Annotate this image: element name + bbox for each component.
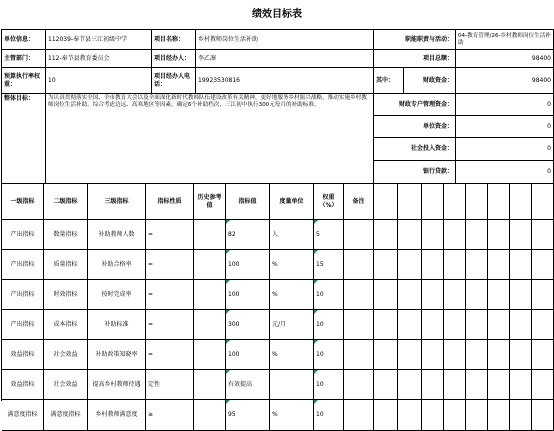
extra-cell (444, 250, 466, 280)
indicator-note-cell (344, 220, 374, 250)
bank-loan-label: 银行贷款： (374, 161, 456, 184)
indicator-header-value: 指标值 (226, 184, 270, 220)
total-label: 项目总额： (374, 50, 456, 68)
cell-comment-marker (226, 310, 230, 314)
indicator-unit-cell (270, 370, 314, 400)
indicator-unit-cell: % (270, 250, 314, 280)
indicator-value-cell: 有效提高 (226, 370, 270, 400)
performance-goal-table (1, 29, 554, 419)
indicator-level2-cell: 成本指标 (44, 310, 88, 340)
manager-value: 李乙凛 (196, 50, 374, 68)
indicator-nature-cell: = (146, 310, 194, 340)
cell-comment-marker (226, 250, 230, 254)
extra-cell (488, 400, 510, 431)
dept-label: 主管部门： (2, 50, 46, 68)
social-fund-value: 0 (456, 138, 554, 161)
extra-cell (374, 310, 398, 340)
cell-comment-marker (314, 400, 318, 404)
special-account-value: 0 (456, 94, 554, 116)
extra-header-cell (422, 184, 444, 220)
extra-cell (374, 400, 398, 431)
page-title: 绩效目标表 (252, 9, 302, 20)
indicator-level2-cell: 社会效益 (44, 340, 88, 370)
extra-cell (398, 250, 422, 280)
unit-info-label: 单位信息： (2, 30, 46, 50)
extra-cell (444, 370, 466, 400)
indicator-level3-cell: 补助教师人数 (88, 220, 146, 250)
extra-cell (422, 400, 444, 431)
social-fund-label: 社会投入资金： (374, 138, 456, 161)
extra-cell (532, 400, 554, 431)
cell-comment-marker (314, 370, 318, 374)
indicator-history-cell (194, 250, 226, 280)
indicator-unit-cell: 人 (270, 220, 314, 250)
cell-comment-marker (226, 280, 230, 284)
indicator-history-cell (194, 370, 226, 400)
extra-cell (532, 250, 554, 280)
extra-cell (488, 280, 510, 310)
indicator-level2-cell: 质量指标 (44, 250, 88, 280)
extra-cell (398, 280, 422, 310)
extra-cell (466, 400, 488, 431)
indicator-weight-cell: 10 (314, 310, 344, 340)
indicator-header-note: 备注 (344, 184, 374, 220)
indicator-header-level1: 一级指标 (2, 184, 44, 220)
extra-cell (422, 250, 444, 280)
indicator-note-cell (344, 340, 374, 370)
indicator-unit-cell: % (270, 340, 314, 370)
extra-cell (466, 220, 488, 250)
extra-cell (466, 280, 488, 310)
indicator-level1-cell: 产出指标 (2, 310, 44, 340)
indicator-level1-cell: 产出指标 (2, 280, 44, 310)
indicator-nature-cell: 定性 (146, 370, 194, 400)
cell-comment-marker (314, 280, 318, 284)
indicator-history-cell (194, 400, 226, 431)
cell-comment-marker (226, 400, 230, 404)
indicator-header-unit: 度量单位 (270, 184, 314, 220)
extra-cell (422, 280, 444, 310)
extra-cell (374, 250, 398, 280)
indicator-note-cell (344, 370, 374, 400)
extra-cell (532, 370, 554, 400)
indicator-nature-cell: = (146, 280, 194, 310)
indicator-unit-cell: % (270, 280, 314, 310)
duty-value: 04-教育管理/26-乡村教师岗位生活补助 (456, 30, 554, 50)
indicator-history-cell (194, 220, 226, 250)
indicator-level1-cell: 产出指标 (2, 250, 44, 280)
extra-cell (466, 250, 488, 280)
indicator-unit-cell: 元/月 (270, 310, 314, 340)
indicator-weight-cell: 5 (314, 220, 344, 250)
extra-cell (488, 250, 510, 280)
special-account-label: 财政专户管理资金： (374, 94, 456, 116)
indicator-header-level3: 三级指标 (88, 184, 146, 220)
extra-cell (398, 220, 422, 250)
indicator-level3-cell: 乡村教师满意度 (88, 400, 146, 431)
indicator-weight-cell: 10 (314, 340, 344, 370)
indicator-value-cell: 95 (226, 400, 270, 431)
bank-loan-value: 0 (456, 161, 554, 184)
indicator-weight-cell: 15 (314, 250, 344, 280)
extra-header-cell (532, 184, 554, 220)
indicator-weight-cell: 10 (314, 280, 344, 310)
extra-cell (422, 370, 444, 400)
fiscal-value: 98400 (456, 68, 554, 94)
indicator-note-cell (344, 310, 374, 340)
indicator-level2-cell: 社会效益 (44, 370, 88, 400)
extra-cell (374, 280, 398, 310)
extra-cell (444, 340, 466, 370)
extra-cell (466, 340, 488, 370)
indicator-unit-cell: % (270, 400, 314, 431)
phone-value: 19923530816 (196, 68, 374, 94)
extra-cell (444, 280, 466, 310)
extra-header-cell (466, 184, 488, 220)
cell-comment-marker (226, 370, 230, 374)
cell-comment-marker (314, 310, 318, 314)
extra-cell (510, 220, 532, 250)
extra-cell (374, 370, 398, 400)
extra-cell (444, 400, 466, 431)
cell-comment-marker (314, 220, 318, 224)
indicator-level3-cell: 补助政策知晓率 (88, 340, 146, 370)
goal-label: 整体目标： (2, 94, 46, 184)
extra-cell (510, 310, 532, 340)
indicator-value-cell: 100 (226, 250, 270, 280)
extra-cell (422, 220, 444, 250)
indicator-header-level2: 二级指标 (44, 184, 88, 220)
total-value: 98400 (456, 50, 554, 68)
extra-cell (488, 220, 510, 250)
extra-header-cell (398, 184, 422, 220)
duty-label: 职能职责与活动： (374, 30, 456, 50)
indicator-level1-cell: 效益指标 (2, 340, 44, 370)
extra-cell (398, 340, 422, 370)
indicator-level1-cell: 满意度指标 (2, 400, 44, 431)
extra-cell (398, 370, 422, 400)
among-label: 其中： (374, 68, 404, 94)
extra-cell (510, 280, 532, 310)
indicator-nature-cell: ≥ (146, 400, 194, 431)
extra-cell (422, 310, 444, 340)
indicator-level2-cell: 满意度指标 (44, 400, 88, 431)
period-value: 10 (46, 68, 152, 94)
extra-cell (374, 220, 398, 250)
extra-cell (374, 340, 398, 370)
indicator-note-cell (344, 250, 374, 280)
cell-comment-marker (226, 340, 230, 344)
indicator-weight-cell: 10 (314, 370, 344, 400)
cell-comment-marker (226, 220, 230, 224)
extra-cell (444, 220, 466, 250)
dept-value: 112-奉节县教育委员会 (46, 50, 152, 68)
indicator-history-cell (194, 310, 226, 340)
extra-header-cell (488, 184, 510, 220)
indicator-nature-cell: = (146, 220, 194, 250)
indicator-level2-cell: 时效指标 (44, 280, 88, 310)
indicator-note-cell (344, 400, 374, 431)
extra-cell (488, 340, 510, 370)
indicator-header-history: 历史参考值 (194, 184, 226, 220)
extra-cell (444, 310, 466, 340)
cell-comment-marker (314, 340, 318, 344)
indicator-history-cell (194, 280, 226, 310)
extra-cell (510, 340, 532, 370)
indicator-nature-cell: = (146, 340, 194, 370)
extra-cell (532, 310, 554, 340)
extra-cell (510, 250, 532, 280)
extra-cell (466, 310, 488, 340)
indicator-level3-cell: 补助标准 (88, 310, 146, 340)
indicator-value-cell: 100 (226, 280, 270, 310)
indicator-level3-cell: 按时完成率 (88, 280, 146, 310)
extra-header-cell (374, 184, 398, 220)
extra-cell (510, 370, 532, 400)
goal-text: 为认真贯彻落实全国、全市教育大会以及全面深化新时代教师队伍建设改革有关精神，更好地服务乡村振兴战略，推动实施乡村教师岗位生活补助，综合考虑边远、高寒地区等因素，确定6个补助档次，三江初中执行300元每月的补助标准。 (46, 94, 374, 184)
extra-cell (422, 340, 444, 370)
indicator-value-cell: 300 (226, 310, 270, 340)
extra-cell (510, 400, 532, 431)
extra-cell (398, 400, 422, 431)
period-label: 预算执行率权重： (2, 68, 46, 94)
indicator-history-cell (194, 340, 226, 370)
indicator-header-weight: 权重（%） (314, 184, 344, 220)
indicator-level1-cell: 效益指标 (2, 370, 44, 400)
unit-fund-label: 单位资金： (374, 116, 456, 138)
extra-cell (488, 310, 510, 340)
indicator-header-nature: 指标性质 (146, 184, 194, 220)
extra-cell (466, 370, 488, 400)
extra-cell (398, 310, 422, 340)
project-name-value: 乡村教师岗位生活补助 (196, 30, 374, 50)
indicator-value-cell: 82 (226, 220, 270, 250)
project-name-label: 项目名称： (152, 30, 196, 50)
unit-info-value: 112039-奉节县三江初级中学 (46, 30, 152, 50)
unit-fund-value: 0 (456, 116, 554, 138)
extra-cell (532, 220, 554, 250)
indicator-value-cell: 100 (226, 340, 270, 370)
indicator-level3-cell: 提高乡村教师待遇 (88, 370, 146, 400)
fiscal-label: 财政资金： (404, 68, 456, 94)
extra-cell (488, 370, 510, 400)
extra-header-cell (444, 184, 466, 220)
indicator-level2-cell: 数量指标 (44, 220, 88, 250)
indicator-nature-cell: = (146, 250, 194, 280)
indicator-note-cell (344, 280, 374, 310)
indicator-level1-cell: 产出指标 (2, 220, 44, 250)
phone-label: 项目经办人电话： (152, 68, 196, 94)
manager-label: 项目经办人： (152, 50, 196, 68)
indicator-level3-cell: 补助合格率 (88, 250, 146, 280)
extra-cell (532, 340, 554, 370)
indicator-weight-cell: 10 (314, 400, 344, 431)
cell-comment-marker (314, 250, 318, 254)
extra-header-cell (510, 184, 532, 220)
extra-cell (532, 280, 554, 310)
